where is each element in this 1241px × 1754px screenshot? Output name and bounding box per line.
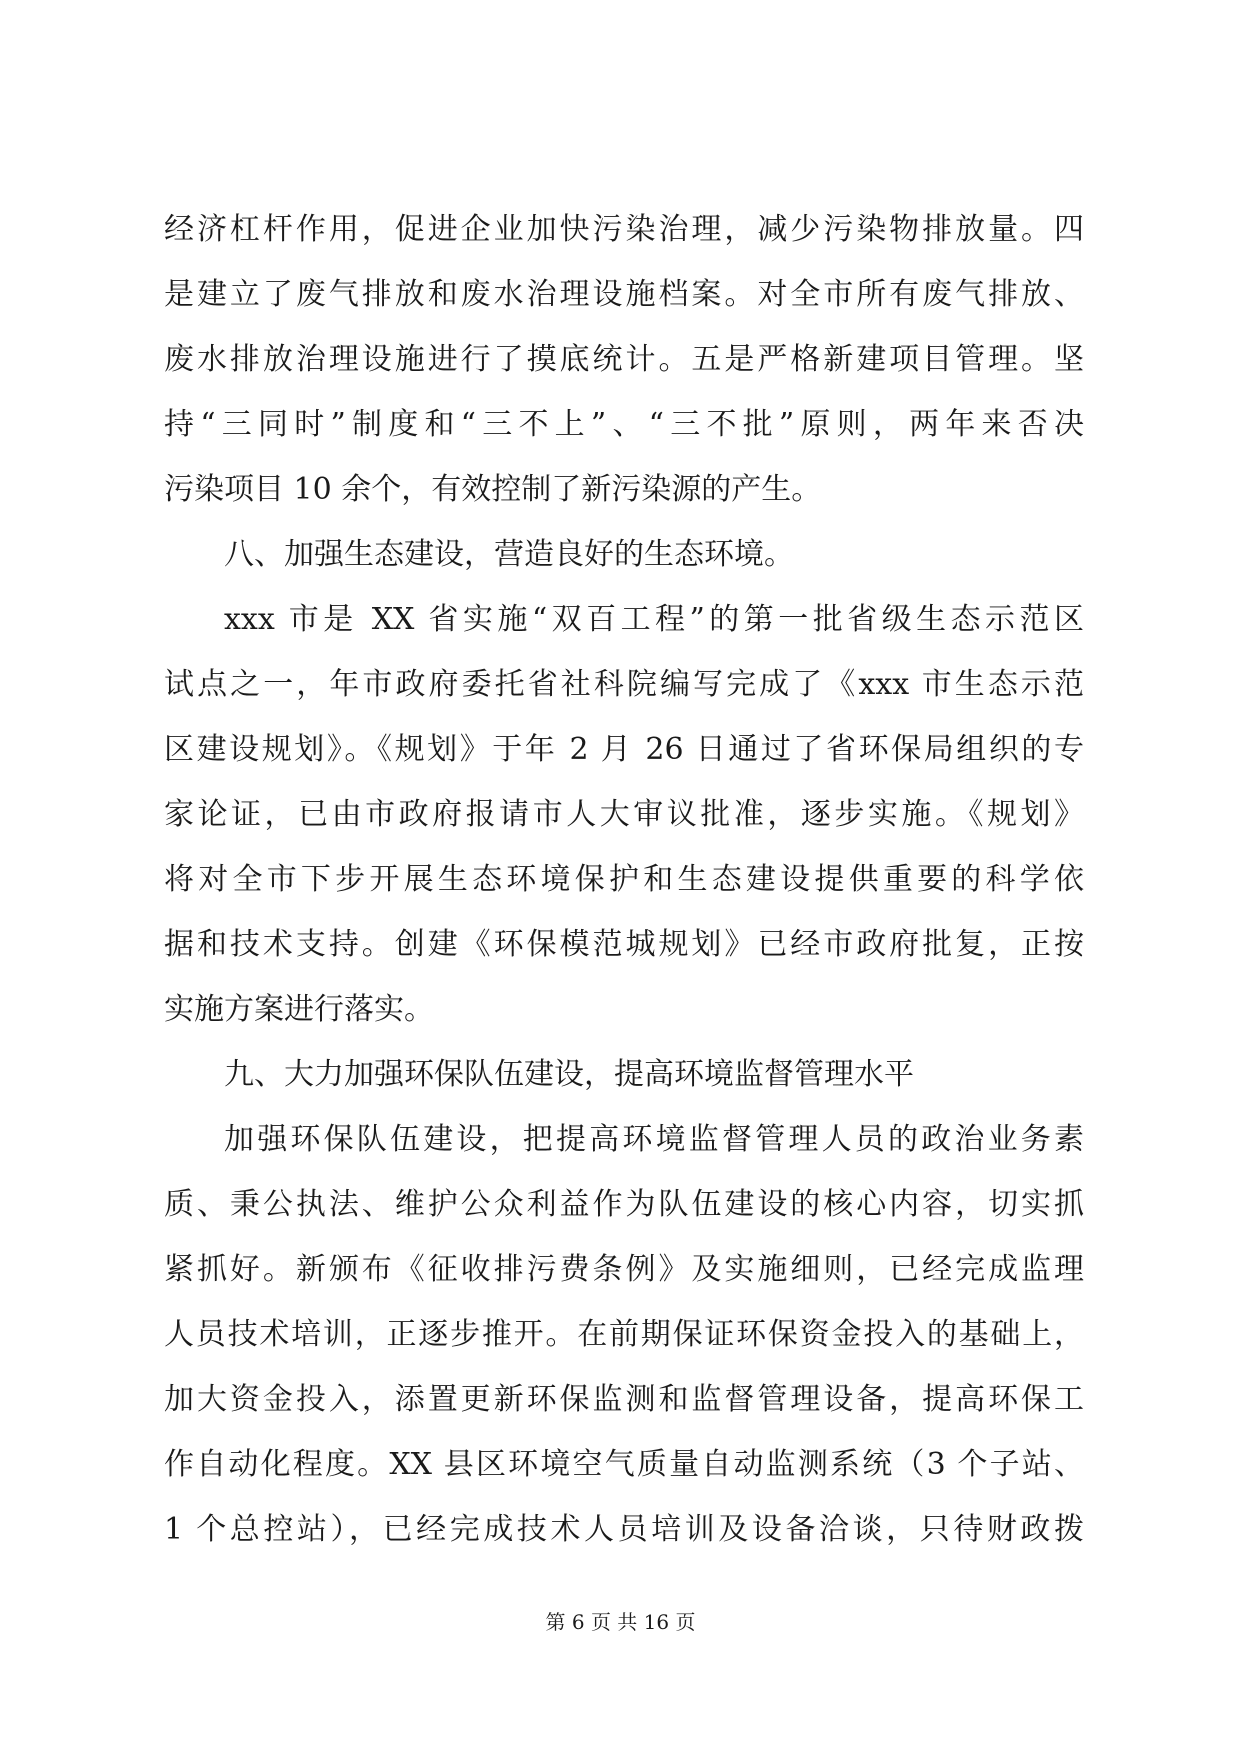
body-text-line: 持“三同时”制度和“三不上”、“三不批”原则，两年来否决 (164, 407, 1084, 442)
body-text-line: 质、秉公执法、维护公众利益作为队伍建设的核心内容，切实抓 (164, 1187, 1084, 1222)
body-text-line: 是建立了废气排放和废水治理设施档案。对全市所有废气排放、 (164, 277, 1084, 312)
body-text-line: 废水排放治理设施进行了摸底统计。五是严格新建项目管理。坚 (164, 342, 1084, 377)
body-text-line: 污染项目 10 余个，有效控制了新污染源的产生。 (164, 472, 822, 507)
section-heading-9: 九、大力加强环保队伍建设，提高环境监督管理水平 (224, 1057, 914, 1092)
body-text-line: 试点之一，年市政府委托省社科院编写完成了《xxx 市生态示范 (164, 667, 1084, 702)
section-heading-8: 八、加强生态建设，营造良好的生态环境。 (224, 537, 794, 572)
body-text-line: 区建设规划》。《规划》于年 2 月 26 日通过了省环保局组织的专 (164, 732, 1084, 767)
paragraph-first-line: xxx 市是 XX 省实施“双百工程”的第一批省级生态示范区 (224, 602, 1084, 637)
body-text-line: 人员技术培训，正逐步推开。在前期保证环保资金投入的基础上， (164, 1317, 1084, 1352)
body-text-line: 加大资金投入，添置更新环保监测和监督管理设备，提高环保工 (164, 1382, 1084, 1417)
body-text-line: 家论证，已由市政府报请市人大审议批准，逐步实施。《规划》 (164, 797, 1084, 832)
paragraph-first-line: 加强环保队伍建设，把提高环境监督管理人员的政治业务素 (224, 1122, 1084, 1157)
body-text-line: 实施方案进行落实。 (164, 992, 434, 1027)
body-text-line: 经济杠杆作用，促进企业加快污染治理，减少污染物排放量。四 (164, 212, 1084, 247)
body-text-line: 紧抓好。新颁布《征收排污费条例》及实施细则，已经完成监理 (164, 1252, 1084, 1287)
body-text-line: 作自动化程度。XX 县区环境空气质量自动监测系统（3 个子站、 (164, 1447, 1084, 1482)
body-text-line: 1 个总控站），已经完成技术人员培训及设备洽谈，只待财政拨 (164, 1512, 1084, 1547)
body-text-line: 据和技术支持。创建《环保模范城规划》已经市政府批复，正按 (164, 927, 1084, 962)
page-number-footer: 第 6 页 共 16 页 (545, 1610, 696, 1634)
body-text-line: 将对全市下步开展生态环境保护和生态建设提供重要的科学依 (164, 862, 1084, 897)
